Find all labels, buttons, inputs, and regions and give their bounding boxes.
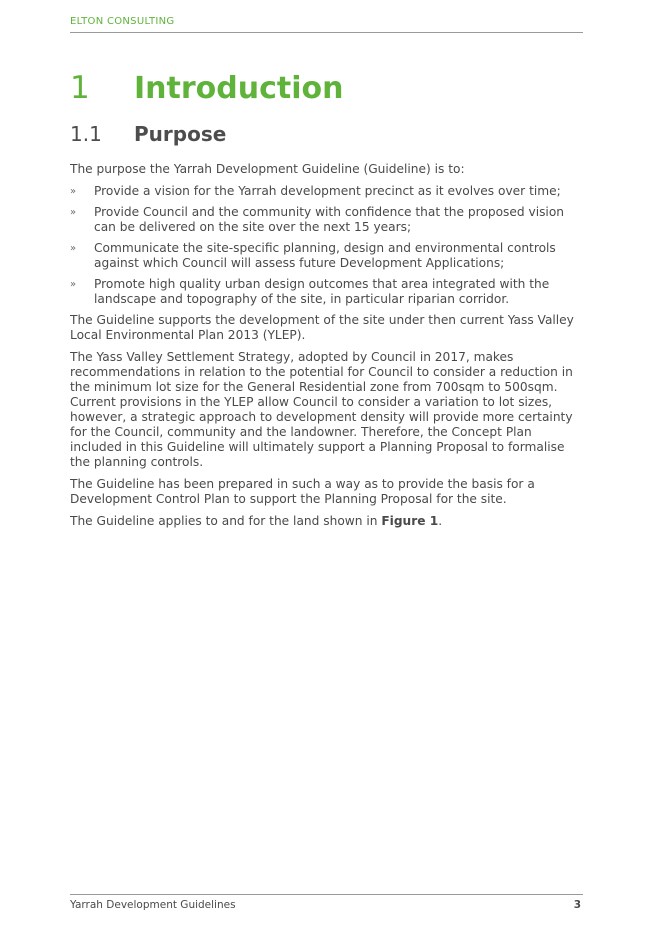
- list-item: [70, 184, 583, 199]
- subsection-title: Purpose: [134, 122, 227, 146]
- footer-title: Yarrah Development Guidelines: [70, 899, 236, 911]
- body-paragraph: The Guideline supports the development of the site under then current Yass Valley Local Environmental Plan 2013 (YLEP).: [70, 313, 574, 342]
- final-paragraph-text: The Guideline applies to and for the land shown in: [70, 514, 382, 528]
- section-number: 1: [70, 70, 90, 106]
- section-title: Introduction: [134, 71, 344, 106]
- list-item-text: Communicate the site-specific planning, design and environmental controls against which Council will assess future Development Applications;: [94, 241, 556, 270]
- subsection-heading: [70, 122, 226, 146]
- footer-divider: [70, 894, 583, 895]
- final-paragraph-end: .: [438, 514, 443, 528]
- list-item: [70, 205, 583, 235]
- list-item-text: Provide a vision for the Yarrah development precinct as it evolves over time;: [94, 184, 561, 198]
- purpose-list: [70, 184, 583, 307]
- subsection-number: 1.1: [70, 122, 102, 146]
- bullet-marker: »: [70, 186, 77, 197]
- list-item: [70, 241, 583, 271]
- bullet-marker: »: [70, 207, 77, 218]
- section-heading: [70, 70, 343, 110]
- list-item: [70, 277, 583, 307]
- intro-paragraph: The purpose the Yarrah Development Guideline (Guideline) is to:: [70, 162, 465, 176]
- final-paragraph: [70, 514, 583, 529]
- list-item-text: Promote high quality urban design outcomes that area integrated with the landscape and topography of the site, in particular riparian corridor.: [94, 277, 550, 306]
- running-header: ELTON CONSULTING: [70, 16, 175, 27]
- header-divider: [70, 32, 583, 33]
- page-number: 3: [573, 899, 581, 911]
- bullet-marker: »: [70, 243, 77, 254]
- figure-reference: Figure 1: [381, 514, 439, 528]
- body-content: [70, 162, 583, 536]
- body-paragraph: The Guideline has been prepared in such a way as to provide the basis for a Development Control Plan to support the Planning Proposal for the site.: [70, 477, 535, 506]
- list-item-text: Provide Council and the community with confidence that the proposed vision can be delivered on the site over the next 15 years;: [94, 205, 565, 234]
- bullet-marker: »: [70, 279, 77, 290]
- body-paragraph: The Yass Valley Settlement Strategy, adopted by Council in 2017, makes recommendations in relation to the potential for Council to consider a reduction in the minimum lot size for the General Residential zone from 700sqm to 500sqm. Current provisions in the YLEP allow Council to consider a variation to lot sizes, however, a strategic approach to development density will provide more certainty for the Council, community and the landowner. Therefore, the Concept Plan included in this Guideline will ultimately support a Planning Proposal to formalise the planning controls.: [70, 350, 573, 469]
